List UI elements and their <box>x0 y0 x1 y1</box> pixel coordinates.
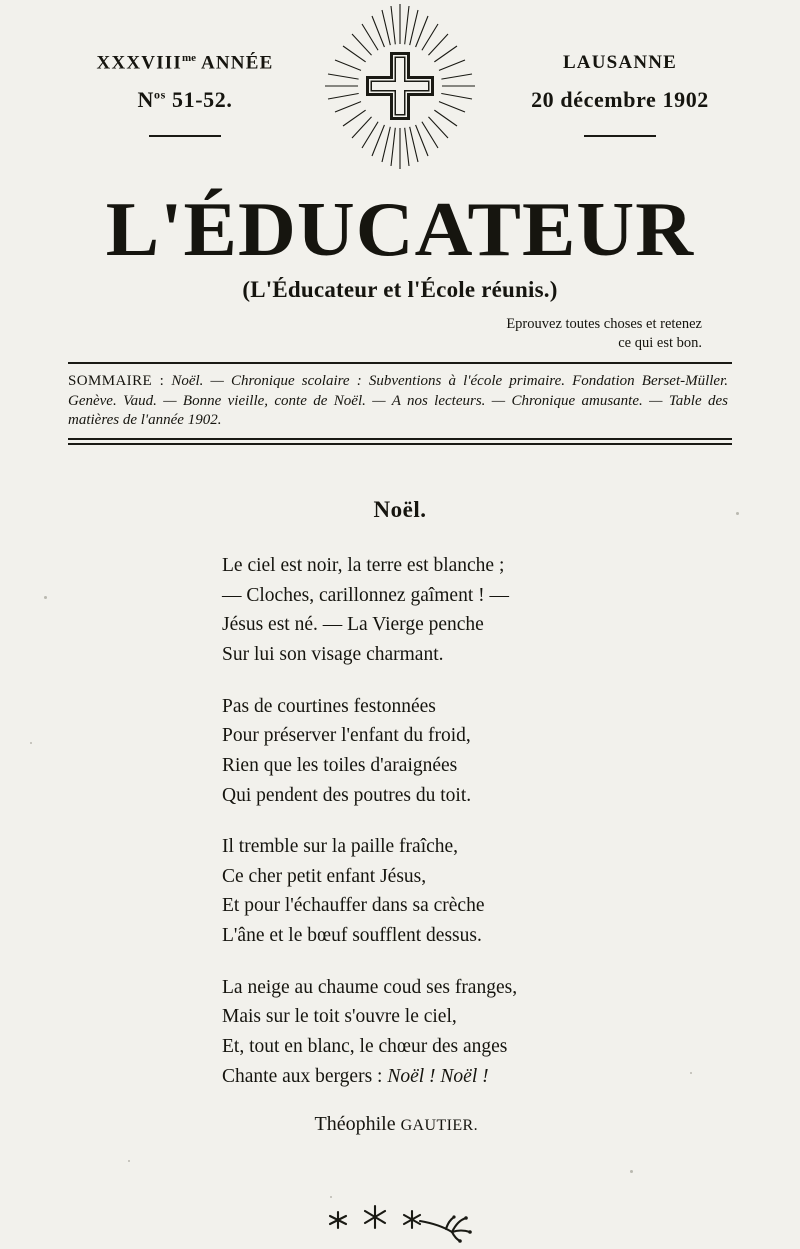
poem-line: — Cloches, carillonnez gaîment ! — <box>222 584 509 606</box>
epigraph-line-2: ce qui est bon. <box>618 334 702 351</box>
scan-speck <box>630 1170 633 1173</box>
epigraph-line-1: Eprouvez toutes choses et retenez <box>506 316 702 333</box>
poem-line last-line <box>222 1062 800 1092</box>
poem-line: Ce cher petit enfant Jésus, <box>222 865 427 887</box>
author-signature <box>0 1113 800 1136</box>
masthead-right-rule <box>584 135 656 137</box>
place-name: LAUSANNE <box>562 52 678 73</box>
poem-line: La neige au chaume coud ses franges, <box>222 976 518 998</box>
issue-number <box>60 87 310 113</box>
poem-line: Et, tout en blanc, le chœur des anges <box>222 1035 508 1057</box>
poem-line: Mais sur le toit s'ouvre le ciel, <box>222 1006 457 1028</box>
epigraph <box>0 315 702 353</box>
masthead <box>0 0 800 175</box>
volume-roman: XXXVIII <box>96 52 182 74</box>
volume-year <box>60 52 310 74</box>
masthead-left-rule <box>149 135 221 137</box>
poem-line: L'âne et le bœuf soufflent dessus. <box>222 925 482 947</box>
poem-line: Rien que les toiles d'araignées <box>222 754 458 776</box>
author-firstname: Théophile <box>314 1113 401 1136</box>
poem-line: Et pour l'échauffer dans sa crèche <box>222 895 485 917</box>
sommaire <box>68 372 728 431</box>
page-title: L'ÉDUCATEUR <box>105 186 695 272</box>
poem-line: Il tremble sur la paille fraîche, <box>222 836 459 858</box>
poem-line-lead: Chante aux bergers : <box>222 1065 388 1087</box>
scan-speck <box>30 742 32 744</box>
scan-speck <box>128 1160 130 1162</box>
poem-stanza <box>222 551 800 670</box>
poem-body <box>0 551 800 1091</box>
sommaire-label: SOMMAIRE : <box>68 372 165 389</box>
author-lastname: GAUTIER. <box>400 1117 478 1135</box>
volume-annee-word: ANNÉE <box>196 52 274 74</box>
poem-line: Pour préserver l'enfant du froid, <box>222 725 471 747</box>
poem-line-refrain: Noël ! Noël ! <box>387 1065 489 1087</box>
swiss-cross-starburst-icon <box>320 4 480 169</box>
page-subtitle: (L'Éducateur et l'École réunis.) <box>242 277 558 303</box>
poem-stanza <box>222 692 800 811</box>
masthead-left <box>60 52 310 137</box>
volume-ordinal-suffix: me <box>182 52 197 64</box>
scan-speck <box>44 596 47 599</box>
poem-line: Qui pendent des poutres du toit. <box>222 784 472 806</box>
scan-speck <box>736 512 739 515</box>
floral-asterisk-divider-icon <box>0 1194 800 1249</box>
scan-speck <box>330 1196 332 1198</box>
sommaire-rule-bottom <box>68 438 732 445</box>
scan-speck <box>690 1072 692 1074</box>
poem-stanza <box>222 973 800 1092</box>
title-block <box>0 186 800 303</box>
sommaire-text: Noël. — Chronique scolaire : Subventions à l'école primaire. Fondation Berset-Müller. Genève. Vaud. — Bonne vieille, conte de Noël. — A nos lecteurs. — Chronique amusante. — Table des matières de l'année 1902. <box>68 372 729 429</box>
issue-date: 20 décembre 1902 <box>531 87 709 112</box>
poem-line: Sur lui son visage charmant. <box>222 644 444 666</box>
article-title: Noël. <box>373 497 427 523</box>
issue-digits: 51-52. <box>165 87 233 113</box>
poem-line: Pas de courtines festonnées <box>222 695 436 717</box>
issue-n: N <box>137 87 155 113</box>
poem-line: Le ciel est noir, la terre est blanche ; <box>222 555 505 577</box>
poem-line: Jésus est né. — La Vierge penche <box>222 614 484 636</box>
sommaire-rule-top <box>68 362 732 364</box>
issue-os-suffix: os <box>154 88 166 102</box>
masthead-right <box>495 52 745 137</box>
poem-stanza <box>222 832 800 951</box>
